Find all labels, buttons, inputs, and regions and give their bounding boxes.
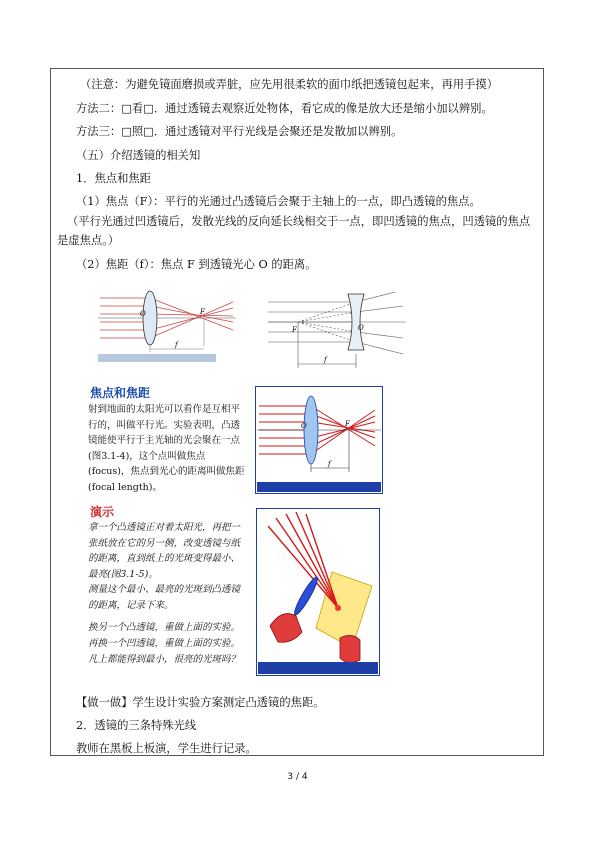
note-line: （注意：为避免镜面磨损或弄脏，应先用很柔软的面巾纸把透镜包起来，再用手摸） (80, 78, 498, 91)
demo-excerpt-text-2: 测量这个最小、最亮的光斑到凸透镜的距离，记录下来。 (88, 584, 241, 611)
focus-definition: （1）焦点（F）：平行的光通过凸透镜后会聚于主轴上的一点，即凸透镜的焦点。 (76, 195, 481, 208)
focal-length-definition: （2）焦距（f）：焦点 F 到透镜光心 O 的距离。 (76, 258, 317, 271)
method-two-line: 方法二：□看□．通过透镜去观察近处物体，看它成的像是放大还是缩小加以辨别。 (76, 102, 493, 115)
convex-focal-length-label: f (175, 341, 178, 349)
convex-focus-label: F (200, 308, 205, 316)
textbook-lens-shape (304, 396, 318, 464)
textbook-figure-caption-bar (257, 482, 381, 492)
demo-excerpt-title: 演示 (90, 505, 115, 519)
focus-excerpt-title: 焦点和焦距 (90, 386, 151, 400)
convex-lens-diagram (98, 286, 238, 370)
convex-figure-caption-bar (98, 354, 216, 362)
section-five-heading: （五）介绍透镜的相关知 (76, 149, 201, 162)
concave-focus-note: （平行光通过凹透镜后，发散光线的反向延长线相交于一点，即凹透镜的焦点，凹透镜的焦点是虚焦点。） (57, 215, 531, 247)
concave-focal-length-label: f (324, 356, 327, 364)
demo-excerpt-text-4: 再换一个凹透镜，重做上面的实验。 (88, 638, 241, 649)
teacher-demo-line: 教师在黑板上板演，学生进行记录。 (76, 742, 257, 755)
convex-lens-shape (143, 291, 157, 345)
light-spot-shape (335, 605, 341, 611)
activity-line: 【做一做】学生设计实验方案测定凸透镜的焦距。 (76, 696, 325, 709)
concave-optical-center-label: O (358, 324, 364, 332)
textbook-optical-center-label: O (301, 422, 307, 430)
convex-optical-center-label: O (140, 310, 146, 318)
demo-excerpt-text-5: 凡上都能得到最小，很亮的光斑吗？ (88, 654, 241, 665)
textbook-focus-label: F (345, 420, 350, 428)
item-one-heading: 1．焦点和焦距 (76, 172, 151, 185)
right-hand-shape (340, 635, 360, 662)
page-number: 3 / 4 (287, 772, 308, 782)
textbook-convex-lens-figure (255, 386, 383, 494)
concave-focus-label: F (292, 326, 297, 334)
item-two-heading: 2．透镜的三条特殊光线 (76, 719, 197, 732)
textbook-focal-length-label: f (328, 460, 331, 468)
textbook-sunlight-demo-figure (256, 508, 380, 676)
method-three-line: 方法三：□照□．通过透镜对平行光线是会聚还是发散加以辨别。 (76, 125, 403, 138)
focus-excerpt-text: 射到地面的太阳光可以看作是互相平行的，叫做平行光。实验表明，凸透镜能使平行于主光轴的光会聚在一点(图3.1-4)，这个点叫做焦点(focus)，焦点到光心的距离叫做焦距(focal length)。 (88, 404, 245, 493)
demo-excerpt-text-1: 拿一个凸透镜正对着太阳光，再把一张纸放在它的另一侧，改变透镜与纸的距离，直到纸上的光斑变得最小、最亮(图3.1-5)。 (88, 522, 241, 580)
demo-excerpt-text-3: 换另一个凸透镜，重做上面的实验。 (88, 622, 241, 633)
concave-lens-diagram (268, 292, 408, 376)
demo-figure-caption-bar (258, 662, 378, 674)
